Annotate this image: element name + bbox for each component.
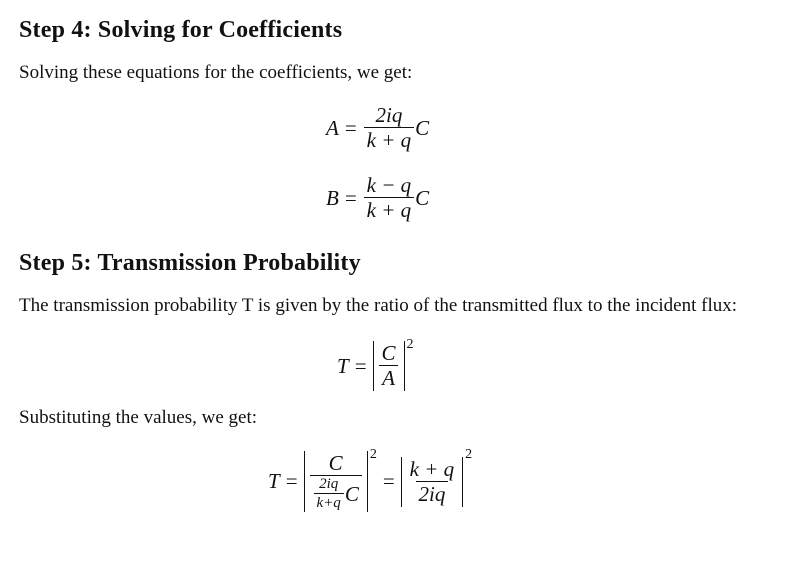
eq-b-numerator: k − q [366,173,412,197]
eq-b-equals: = [344,185,357,210]
eq-t2-equals2: = [382,469,395,494]
eq-t2-outer-numerator: C [328,451,343,475]
eq-b-denominator: k + q [364,197,415,223]
eq-a-denominator: k + q [364,127,415,153]
eq-t2-outer-fraction [310,451,362,512]
eq-t2-abs-left [304,451,368,512]
eq-t-power: 2 [406,337,414,352]
eq-a-lhs: A [326,115,339,140]
equation-t-substituted [268,447,473,512]
eq-t2-inner-factor: C [344,481,359,506]
eq-t2-equals: = [285,469,298,494]
eq-b-fraction [364,173,415,223]
eq-t-numerator: C [381,341,396,365]
step4-intro: Solving these equations for the coefficients, we get: [19,62,413,83]
eq-a-fraction [364,103,415,153]
eq-t2-right-denominator: 2iq [416,481,449,507]
eq-b-factor: C [415,185,430,210]
eq-t-abs [373,341,405,391]
step5-intro: The transmission probability T is given by the ratio of the transmitted flux to the incident flux: [19,295,738,316]
step5-heading: Step 5: Transmission Probability [19,250,361,276]
eq-t-denominator: A [379,365,398,391]
eq-t2-lhs: T [268,469,280,494]
equation-b [326,173,429,223]
eq-t-fraction [379,341,399,391]
equation-a [326,103,429,153]
eq-t2-power1: 2 [369,447,377,462]
equation-t [337,337,414,391]
eq-t-equals: = [354,353,367,378]
eq-b-lhs: B [326,185,339,210]
eq-t2-inner-fraction [314,476,344,512]
eq-a-factor: C [415,115,430,140]
eq-a-equals: = [344,115,357,140]
eq-t-lhs: T [337,353,349,378]
eq-t2-outer-denominator [310,475,362,512]
eq-a-numerator: 2iq [375,103,403,127]
eq-t2-right-fraction [407,457,458,507]
eq-t2-right-numerator: k + q [409,456,455,481]
eq-t2-inner-numerator: 2iq [319,476,339,493]
eq-t2-power2: 2 [465,447,473,462]
eq-t2-abs-right [401,457,464,507]
eq-t2-inner-denominator: k+q [314,493,344,512]
step4-heading: Step 4: Solving for Coefficients [19,17,343,43]
substitution-text: Substituting the values, we get: [19,407,258,428]
